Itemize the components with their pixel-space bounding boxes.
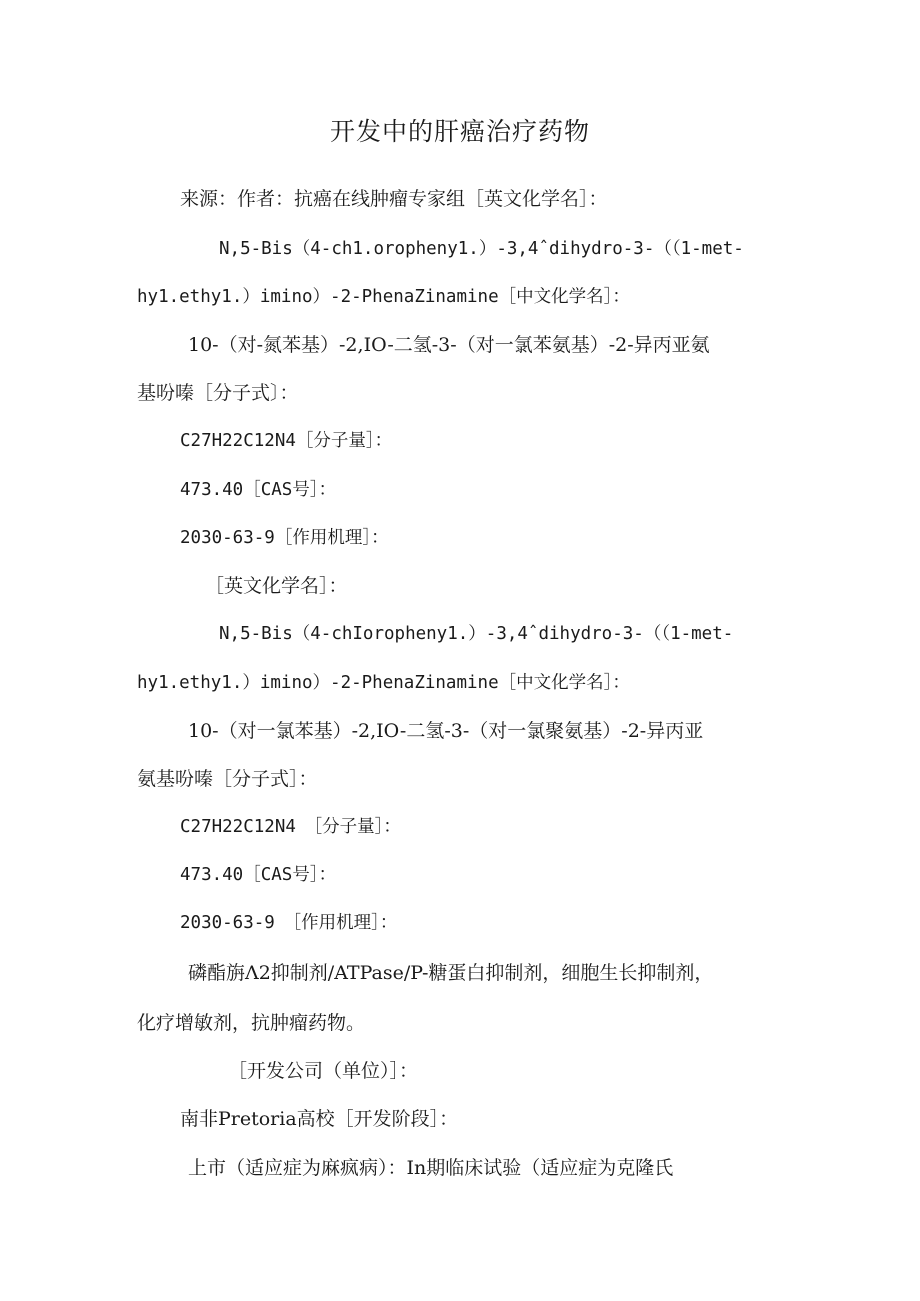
text-line: 10-（对-氮苯基）-2,IO-二氢-3-（对一氯苯氨基）-2-异丙亚氨 [188, 334, 710, 356]
text-line: 2030-63-9［作用机理］： [180, 528, 389, 548]
text-line: hy1.ethy1.）imino）-2-PhenaZinamine［中文化学名］： [137, 673, 630, 693]
text-line: 来源：作者：抗癌在线肿瘤专家组［英文化学名］： [180, 188, 608, 210]
text-line: ［英文化学名］： [205, 575, 348, 597]
document-title: 开发中的肝癌治疗药物 [329, 117, 590, 146]
text-line: 10-（对一氯苯基）-2,IO-二氢-3-（对一氯聚氨基）-2-异丙亚 [188, 720, 704, 742]
text-line: hy1.ethy1.）imino）-2-PhenaZinamine［中文化学名］： [137, 287, 630, 307]
text-line: N,5-Bis（4-ch1.oropheny1.）-3,4ˆdihydro-3-（（1-met- [219, 239, 744, 259]
text-line: ［开发公司（单位）］： [228, 1060, 419, 1082]
text-line: 473.40［CAS号］： [180, 480, 337, 500]
text-line: 473.40［CAS号］： [180, 865, 337, 885]
text-line: C27H22C12N4［分子量］： [180, 431, 393, 451]
text-line: 磷酯旃Λ2抑制剂/ATPase/P-糖蛋白抑制剂，细胞生长抑制剂， [188, 962, 714, 984]
text-line: C27H22C12N4 ［分子量］： [180, 817, 401, 837]
text-line: 南非Pretoria高校［开发阶段］： [180, 1108, 459, 1130]
text-line: 2030-63-9 ［作用机理］： [180, 913, 398, 933]
text-line: 化疗增敏剂，抗肿瘤药物。 [137, 1012, 366, 1034]
text-line: N,5-Bis（4-chIoropheny1.）-3,4ˆdihydro-3-（（1-met- [219, 624, 734, 644]
text-line: 氨基吩嗪［分子式］： [137, 768, 318, 790]
text-line: 上市（适应症为麻疯病）：In期临床试验（适应症为克隆氏 [188, 1157, 674, 1179]
text-line: 基吩嗪［分子式〕： [137, 382, 299, 404]
